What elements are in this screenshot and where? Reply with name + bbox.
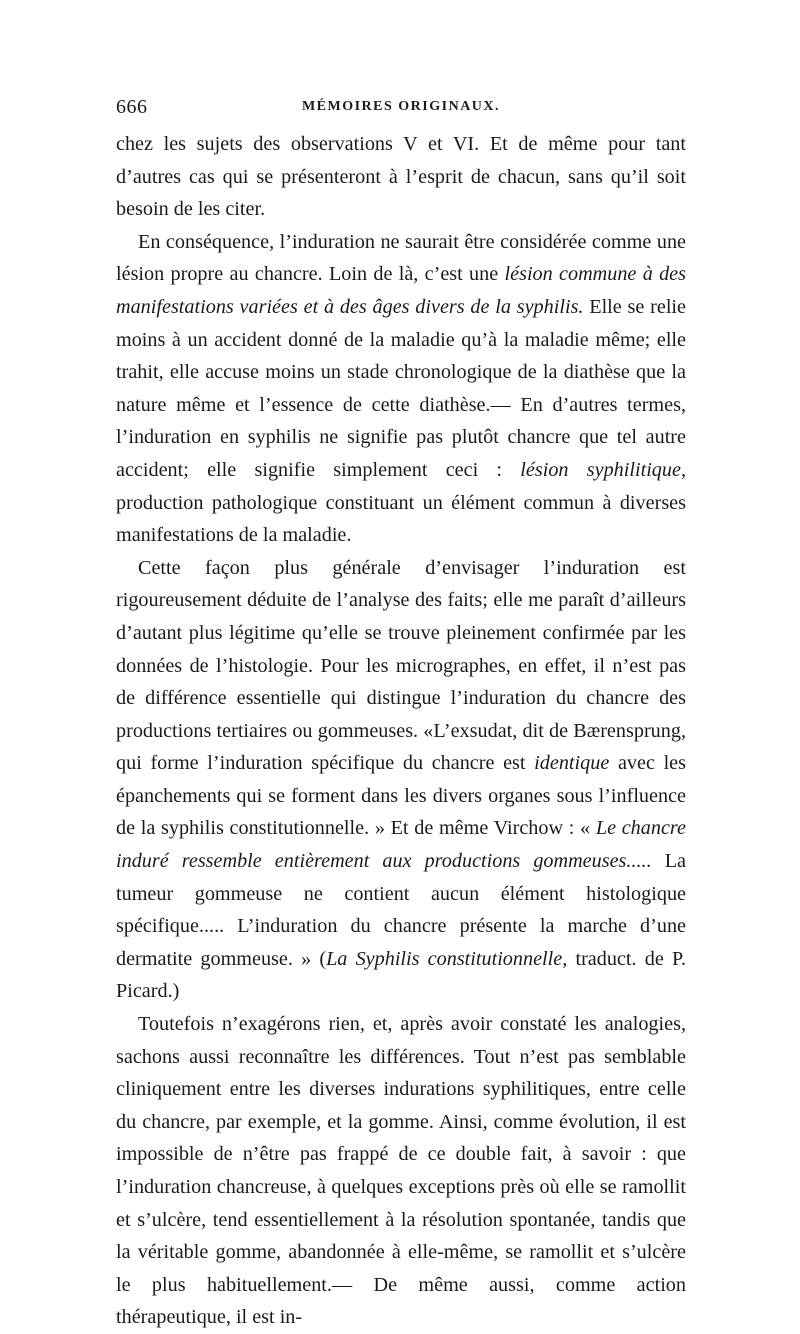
paragraph bbox=[116, 226, 686, 552]
italic-text: lésion syphilitique, bbox=[520, 458, 687, 481]
paragraph bbox=[116, 128, 686, 226]
text-segment: chez les sujets des observations V et VI. Et de même pour tant d’autres cas qui se présenteront à l’esprit de chacun, sans qu’il soit besoin de les citer. bbox=[116, 133, 686, 221]
text-segment: traduct. de P. Picard.) bbox=[116, 947, 686, 1003]
text-segment: Cette façon plus générale d’envisager l’induration est rigoureusement déduite de l’analyse des faits; elle me paraît d’ailleurs d’autant plus légitime qu’elle se trouve pleinement confirmée par les données de l’histologie. Pour les micrographes, en effet, il n’est pas de différence essentielle qui distingue l’induration du chancre des productions tertiaires ou gommeuses. «L’exsudat, dit de Bærensprung, qui forme l’induration spécifique du chancre est bbox=[116, 556, 686, 775]
paragraph bbox=[116, 1008, 686, 1334]
text-segment: production pathologique constituant un élément commun à diverses manifestations de la maladie. bbox=[116, 491, 686, 547]
italic-text: Le chancre induré ressemble entièrement aux productions gommeuses..... bbox=[116, 817, 686, 873]
text-segment: avec les épanchements qui se forment dans les divers organes sous l’influence de la syphilis constitutionnelle. » Et de même Virchow : « bbox=[116, 752, 686, 840]
paragraph bbox=[116, 552, 686, 1008]
text-segment: Elle se relie moins à un accident donné de la maladie qu’à la maladie même; elle trahit, elle accuse moins un stade chronologique de la diathèse que la nature même et l’essence de cette diathèse.— En d’autres termes, l’induration en syphilis ne signifie pas plutôt chancre que tel autre accident; elle signifie simplement ceci : bbox=[116, 295, 686, 481]
italic-text: La Syphilis constitutionnelle, bbox=[326, 947, 568, 970]
body-text bbox=[116, 128, 686, 1334]
page-header bbox=[116, 96, 686, 120]
text-segment: La tumeur gommeuse ne contient aucun élément histologique spécifique..... L’induration du chancre présente la marche d’une dermatite gommeuse. » ( bbox=[116, 850, 686, 970]
italic-text: identique bbox=[534, 752, 610, 775]
text-segment: En conséquence, l’induration ne saurait être considérée comme une lésion propre au chancre. Loin de là, c’est une bbox=[116, 230, 686, 286]
page-number: 666 bbox=[116, 96, 148, 118]
text-segment: Toutefois n’exagérons rien, et, après avoir constaté les analogies, sachons aussi reconnaître les différences. Tout n’est pas semblable cliniquement entre les diverses indurations syphilitiques, entre celle du chancre, par exemple, et la gomme. Ainsi, comme évolution, il est impossible de n’être pas frappé de ce double fait, à savoir : que l’induration chancreuse, à quelques exceptions près où elle se ramollit et s’ulcère, tend essentiellement à la résolution spontanée, tandis que la véritable gomme, abandonnée à elle-même, se ramollit et s’ulcère le plus habituellement.— De même aussi, comme action thérapeutique, il est in- bbox=[116, 1013, 686, 1329]
running-title: MÉMOIRES ORIGINAUX. bbox=[301, 99, 501, 114]
italic-text: lésion commune à des manifestations variées et à des âges divers de la syphilis. bbox=[116, 263, 686, 318]
